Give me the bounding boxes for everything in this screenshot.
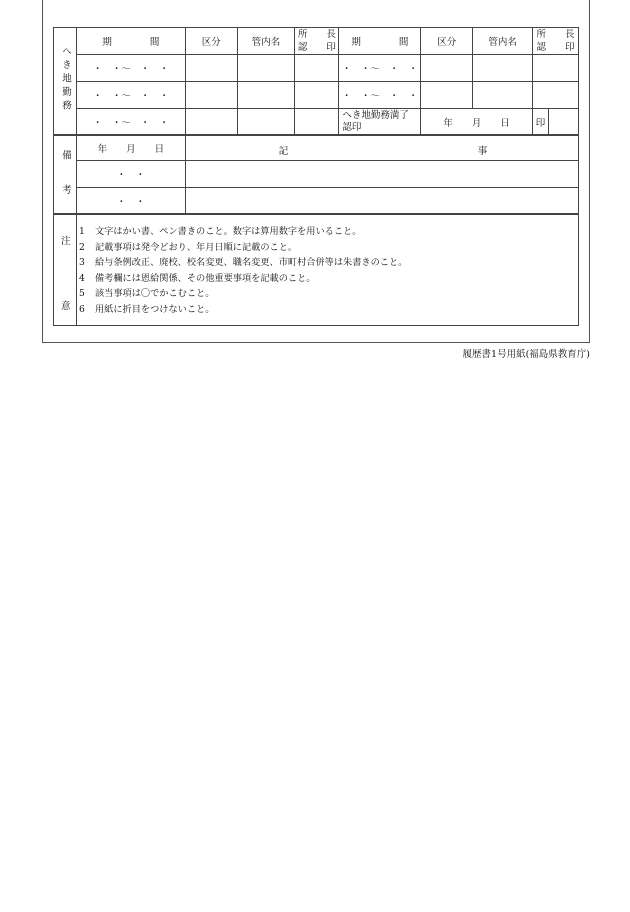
biko-table xyxy=(53,134,579,214)
header-shocho-right xyxy=(533,28,579,55)
shocho-top: 所 長 xyxy=(536,29,575,40)
biko-header-ji: 事 xyxy=(477,146,488,157)
kubun-cell[interactable] xyxy=(421,82,473,109)
period-cell[interactable]: ・ ・～ ・ ・ xyxy=(76,55,185,82)
note-item: 3 給与条例改正、廃校、校名変更、職名変更、市町村合併等は朱書きのこと。 xyxy=(79,257,408,269)
kubun-cell[interactable] xyxy=(185,55,237,82)
completion-label-top: へき地勤務満了 xyxy=(342,110,409,121)
shocho-cell[interactable] xyxy=(295,55,339,82)
biko-header-ki: 記 xyxy=(278,146,289,157)
completion-seal-box[interactable] xyxy=(548,109,578,136)
header-period-left: 期 間 xyxy=(76,28,185,55)
kubun-cell[interactable] xyxy=(421,55,473,82)
header-shocho-left xyxy=(295,28,339,55)
period-cell[interactable]: ・ ・～ ・ ・ xyxy=(76,109,185,136)
kannai-cell[interactable] xyxy=(473,82,533,109)
chui-side-cell xyxy=(54,215,77,326)
header-kubun-left: 区分 xyxy=(185,28,237,55)
note-item: 1 文字はかい書、ペン書きのこと。数字は算用数字を用いること。 xyxy=(79,226,362,237)
note-item: 6 用紙に折目をつけないこと。 xyxy=(79,303,215,315)
biko-side-label: 備 考 xyxy=(59,149,71,196)
biko-header-date: 年 月 日 xyxy=(76,135,185,161)
shocho-cell[interactable] xyxy=(295,82,339,109)
header-kubun-right: 区分 xyxy=(421,28,473,55)
header-kannai-right: 管内名 xyxy=(473,28,533,55)
kubun-cell[interactable] xyxy=(185,109,237,136)
kubun-cell[interactable] xyxy=(185,82,237,109)
biko-side-label-cell xyxy=(54,135,77,214)
hekichi-side-label-cell xyxy=(54,28,77,136)
completion-label-bottom: 認印 xyxy=(342,122,362,133)
note-item: 5 該当事項は〇でかこむこと。 xyxy=(79,288,215,300)
kannai-cell[interactable] xyxy=(237,55,295,82)
completion-date-cell[interactable]: 年 月 日 xyxy=(421,109,533,136)
notes-list xyxy=(79,224,407,318)
completion-label-cell xyxy=(339,109,421,136)
biko-header-kiji xyxy=(185,135,578,161)
completion-seal-cell: 印 xyxy=(533,109,549,136)
chui-side-top: 注 xyxy=(61,236,71,247)
shocho-top: 所 長 xyxy=(297,29,336,40)
biko-kiji-cell[interactable] xyxy=(185,161,578,188)
period-cell[interactable]: ・ ・～ ・ ・ xyxy=(339,82,421,109)
chui-side-bottom: 意 xyxy=(61,301,71,312)
shocho-cell[interactable] xyxy=(533,82,579,109)
header-period-right: 期 間 xyxy=(339,28,421,55)
shocho-bottom: 認 印 xyxy=(297,42,336,53)
form-footer: 履歴書1号用紙(福島県教育庁) xyxy=(462,349,590,360)
note-item: 2 記載事項は発令どおり、年月日順に記載のこと。 xyxy=(79,241,298,253)
kannai-cell[interactable] xyxy=(473,55,533,82)
shocho-bottom: 認 印 xyxy=(536,42,575,53)
note-item: 4 備考欄には恩給関係、その他重要事項を記載のこと。 xyxy=(79,272,316,284)
period-cell[interactable]: ・ ・～ ・ ・ xyxy=(76,82,185,109)
hekichi-side-label: へき地勤務 xyxy=(59,46,71,114)
biko-date-cell[interactable]: ・ ・ xyxy=(76,188,185,214)
header-kannai-left: 管内名 xyxy=(237,28,295,55)
shocho-cell[interactable] xyxy=(533,55,579,82)
period-cell[interactable]: ・ ・～ ・ ・ xyxy=(339,55,421,82)
kannai-cell[interactable] xyxy=(237,82,295,109)
biko-kiji-cell[interactable] xyxy=(185,188,578,214)
hekichi-table xyxy=(53,27,579,136)
kannai-cell[interactable] xyxy=(237,109,295,136)
biko-date-cell[interactable]: ・ ・ xyxy=(76,161,185,188)
shocho-cell[interactable] xyxy=(295,109,339,136)
